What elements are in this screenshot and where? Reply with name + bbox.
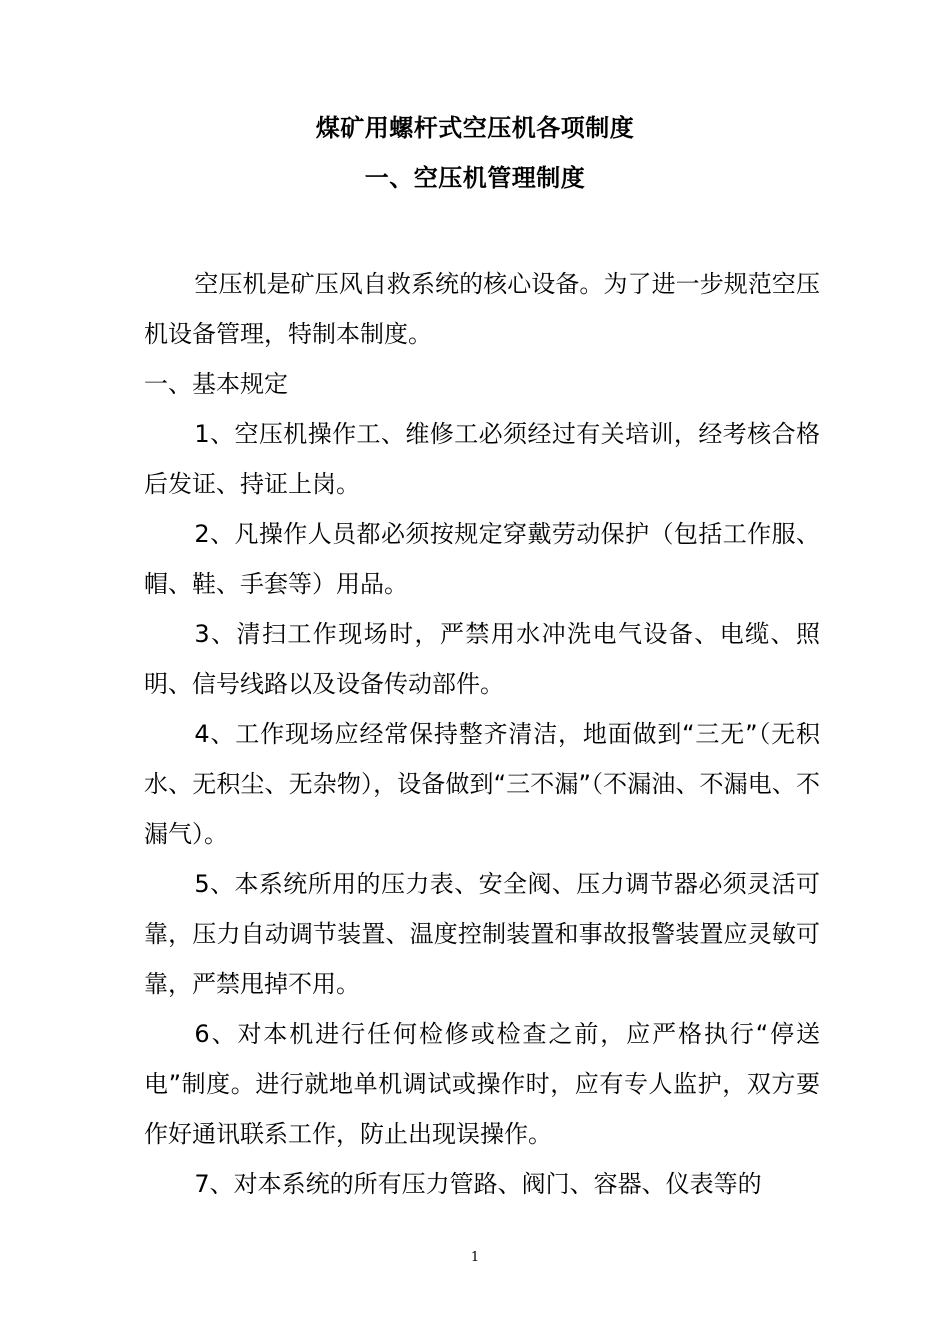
section-heading-basic-rules: 一、基本规定 xyxy=(144,370,288,398)
paragraph-rule-2: 2、凡操作人员都必须按规定穿戴劳动保护（包括工作服、帽、鞋、手套等）用品。 xyxy=(144,520,820,598)
paragraph-rule-7: 7、对本系统的所有压力管路、阀门、容器、仪表等的 xyxy=(194,1170,762,1198)
paragraph-rule-6: 6、对本机进行任何检修或检查之前，应严格执行“停送电”制度。进行就地单机调试或操作时，应有专人监护，双方要作好通讯联系工作，防止出现误操作。 xyxy=(144,1020,820,1148)
paragraph-rule-4: 4、工作现场应经常保持整齐清洁，地面做到“三无”（无积水、无积尘、无杂物），设备做到“三不漏”（不漏油、不漏电、不漏气）。 xyxy=(144,720,820,848)
document-title: 煤矿用螺杆式空压机各项制度 xyxy=(315,114,635,142)
paragraph-intro: 空压机是矿压风自救系统的核心设备。为了进一步规范空压机设备管理，特制本制度。 xyxy=(144,270,820,348)
paragraph-rule-5: 5、本系统所用的压力表、安全阀、压力调节器必须灵活可靠，压力自动调节装置、温度控制装置和事故报警装置应灵敏可靠，严禁甩掉不用。 xyxy=(144,870,820,998)
section-title: 一、空压机管理制度 xyxy=(364,164,586,192)
paragraph-rule-3: 3、清扫工作现场时，严禁用水冲洗电气设备、电缆、照明、信号线路以及设备传动部件。 xyxy=(144,620,820,698)
page-number: 1 xyxy=(470,1250,480,1265)
document-body xyxy=(144,259,820,1209)
paragraph-rule-1: 1、空压机操作工、维修工必须经过有关培训，经考核合格后发证、持证上岗。 xyxy=(144,420,820,498)
